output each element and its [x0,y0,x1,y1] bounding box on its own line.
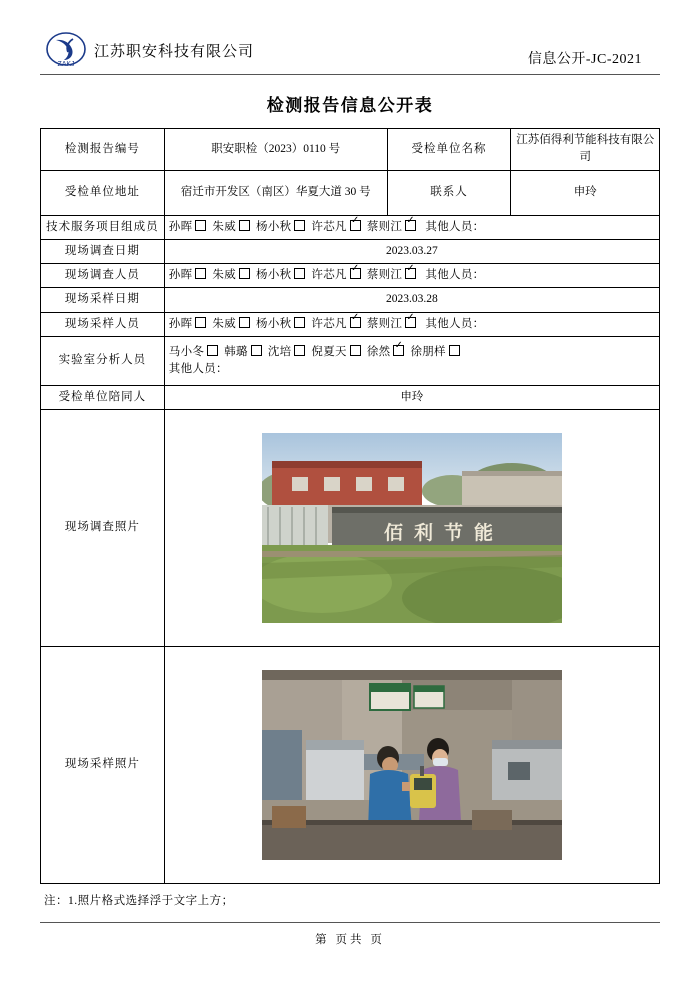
table-row [41,385,660,409]
checkbox-empty-icon[interactable] [294,268,305,279]
lab-others-label: 其他人员： [168,362,228,375]
staff-checkbox-item[interactable] [367,269,422,281]
staff-name: 杨小秋 [256,317,292,330]
svg-text:节: 节 [443,523,463,544]
sampling-photo-cell [164,647,659,884]
survey-photo [262,433,562,623]
table-row [41,264,660,288]
table-row [41,129,660,171]
contact-value: 申玲 [511,170,660,215]
table-row [41,288,660,312]
staff-checkbox-item[interactable] [367,346,411,358]
staff-name: 许芯凡 [311,220,347,233]
survey-staff-list [169,269,422,281]
staff-name: 孙晖 [168,317,193,330]
client-name-value: 江苏佰得利节能科技有限公司 [511,129,660,171]
checkbox-checked-icon[interactable] [405,220,416,231]
sampling-date-label: 现场采样日期 [41,288,165,312]
logo-icon [42,30,90,70]
staff-checkbox-item[interactable] [256,269,311,281]
sampling-photo-label: 现场采样照片 [41,647,165,884]
survey-date-value: 2023.03.27 [164,239,659,263]
checkbox-empty-icon[interactable] [239,268,250,279]
staff-name: 孙晖 [168,220,193,233]
survey-staff-value [164,264,659,288]
survey-photo-label: 现场调查照片 [41,410,165,647]
checkbox-empty-icon[interactable] [294,345,305,356]
staff-name: 孙晖 [168,269,193,281]
report-no-label: 检测报告编号 [41,129,165,171]
escort-label: 受检单位陪同人 [41,385,165,409]
logo-text: ZAKJ [57,61,75,68]
checkbox-checked-icon[interactable] [350,268,361,279]
staff-name: 朱威 [212,269,237,281]
checkbox-checked-icon[interactable] [405,268,416,279]
staff-checkbox-item[interactable] [311,318,366,330]
svg-text:利: 利 [413,523,433,544]
sampling-staff-label: 现场采样人员 [41,312,165,336]
staff-checkbox-item[interactable] [169,318,213,330]
checkbox-checked-icon[interactable] [393,345,404,356]
table-row [41,215,660,239]
staff-checkbox-item[interactable] [311,269,366,281]
sampling-others-label: 其他人员： [425,317,485,330]
client-address-value: 宿迁市开发区（南区）华夏大道 30 号 [164,170,387,215]
checkbox-empty-icon[interactable] [350,345,361,356]
staff-checkbox-item[interactable] [367,221,422,233]
staff-name: 马小冬 [168,345,205,358]
staff-name: 韩璐 [224,345,248,358]
team-members-label: 技术服务项目组成员 [41,215,165,239]
staff-checkbox-item[interactable] [212,318,256,330]
page-header [40,28,660,75]
staff-name: 朱威 [212,220,237,233]
staff-name: 杨小秋 [256,269,292,281]
team-members-list [169,221,422,233]
svg-text:佰: 佰 [383,523,403,544]
sampling-staff-value [164,312,659,336]
staff-checkbox-item[interactable] [311,346,366,358]
checkbox-checked-icon[interactable] [350,220,361,231]
staff-checkbox-item[interactable] [169,346,224,358]
checkbox-empty-icon[interactable] [207,345,218,356]
company-name: 江苏职安科技有限公司 [94,43,255,60]
staff-checkbox-item[interactable] [256,318,311,330]
checkbox-empty-icon[interactable] [294,317,305,328]
sampling-staff-list [169,318,422,330]
staff-name: 倪夏天 [311,345,347,358]
checkbox-checked-icon[interactable] [405,317,416,328]
staff-checkbox-item[interactable] [367,318,422,330]
staff-name: 许芯凡 [311,269,347,281]
table-row [41,170,660,215]
staff-name: 许芯凡 [311,317,347,330]
team-members-value [164,215,659,239]
survey-others-label: 其他人员： [425,269,485,281]
client-name-label: 受检单位名称 [387,129,511,171]
lab-staff-label: 实验室分析人员 [41,336,165,385]
survey-photo-cell [164,410,659,647]
checkbox-empty-icon[interactable] [294,220,305,231]
staff-checkbox-item[interactable] [410,346,465,358]
staff-name: 徐朋样 [410,345,446,358]
checkbox-empty-icon[interactable] [449,345,460,356]
survey-staff-label: 现场调查人员 [41,264,165,288]
report-no-value: 职安职检（2023）0110 号 [164,129,387,171]
staff-checkbox-item[interactable] [224,346,268,358]
staff-checkbox-item[interactable] [169,269,213,281]
staff-name: 蔡则江 [366,269,403,281]
checkbox-empty-icon[interactable] [195,268,206,279]
svg-text:能: 能 [473,523,493,544]
document-code: 信息公开-JC-2021 [527,52,642,67]
escort-value: 申玲 [164,385,659,409]
table-row-sampling-photo [41,647,660,884]
report-info-table [40,128,660,884]
staff-name: 朱威 [212,317,237,330]
staff-checkbox-item[interactable] [268,346,312,358]
sampling-photo [262,670,562,860]
staff-checkbox-item[interactable] [212,221,256,233]
checkbox-empty-icon[interactable] [239,220,250,231]
lab-staff-list [169,344,655,361]
checkbox-empty-icon[interactable] [195,220,206,231]
checkbox-empty-icon[interactable] [195,317,206,328]
staff-checkbox-item[interactable] [212,269,256,281]
table-row [41,336,660,385]
staff-name: 徐然 [366,345,391,358]
survey-date-label: 现场调查日期 [41,239,165,263]
team-others-label: 其他人员： [425,220,485,233]
checkbox-checked-icon[interactable] [350,317,361,328]
table-note: 注：1.照片格式选择浮于文字上方； [44,895,234,907]
table-row-survey-photo [41,410,660,647]
staff-name: 蔡则江 [366,220,403,233]
client-address-label: 受检单位地址 [41,170,165,215]
contact-label: 联系人 [387,170,511,215]
staff-name: 蔡则江 [366,317,403,330]
staff-name: 杨小秋 [256,220,292,233]
table-row [41,312,660,336]
table-row [41,239,660,263]
staff-checkbox-item[interactable] [256,221,311,233]
staff-name: 沈培 [267,345,292,358]
staff-checkbox-item[interactable] [169,221,213,233]
staff-checkbox-item[interactable] [311,221,366,233]
lab-staff-value [164,336,659,385]
company-logo [40,30,92,70]
page-footer: 第 页共 页 [40,922,660,947]
page-title: 检测报告信息公开表 [266,96,434,115]
sampling-date-value: 2023.03.28 [164,288,659,312]
checkbox-empty-icon[interactable] [239,317,250,328]
checkbox-empty-icon[interactable] [251,345,262,356]
